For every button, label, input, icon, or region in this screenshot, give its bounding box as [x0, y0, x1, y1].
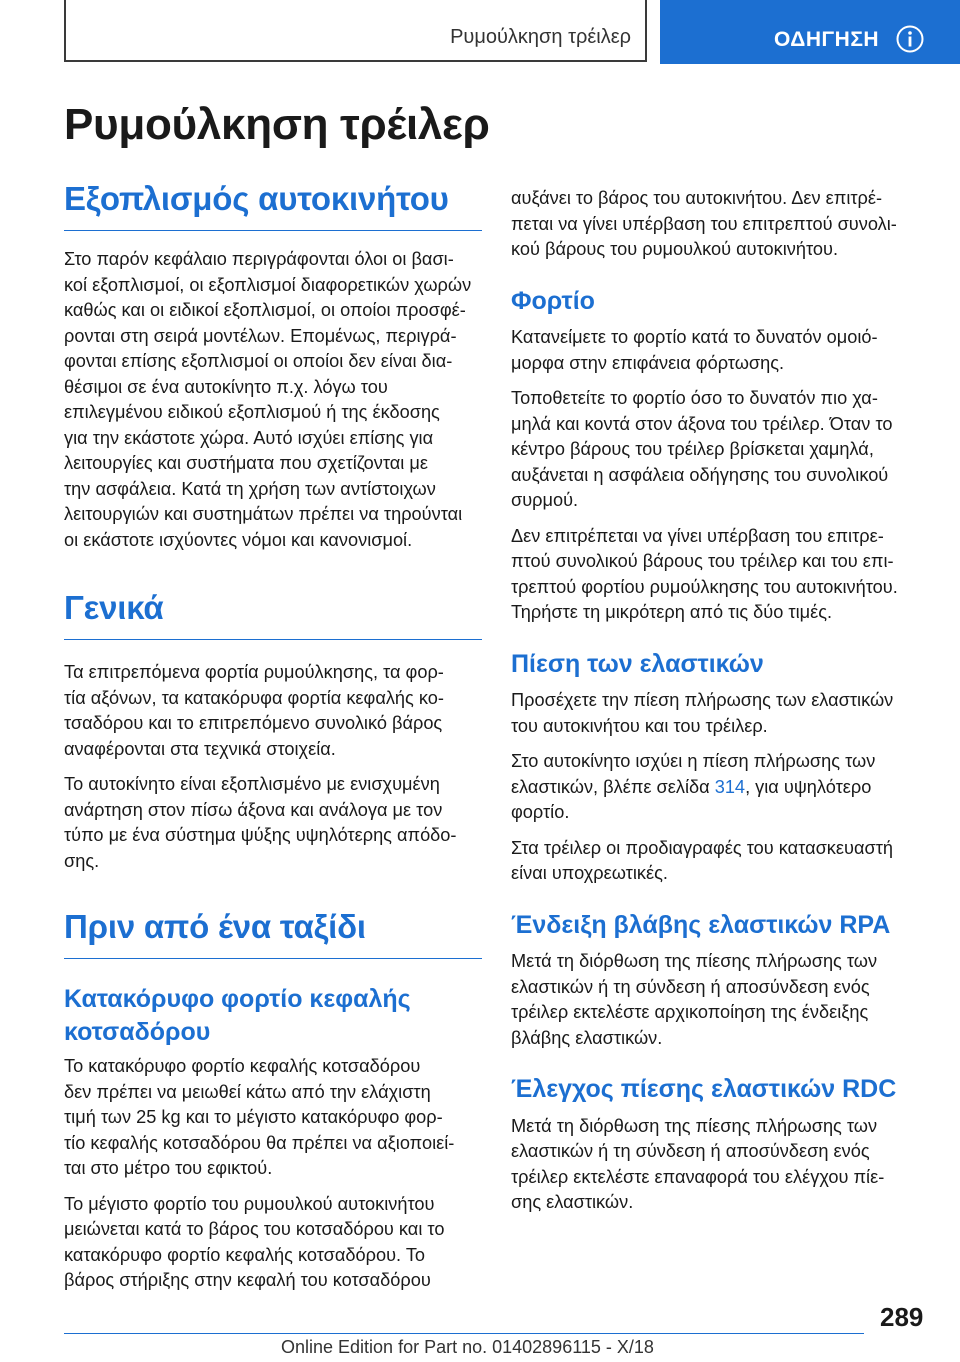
section-heading-equipment: Εξοπλισμός αυτοκινήτου [64, 180, 482, 231]
paragraph: Κατανείμετε το φορτίο κατά το δυνατόν ομοιό- μορφα στην επιφάνεια φόρτωσης. [511, 327, 878, 373]
paragraph: Το μέγιστο φορτίο του ρυμουλκού αυτοκινήτου μειώνεται κατά το βάρος του κοτσαδόρου και το κατακόρυφο φορτίο κεφαλής κοτσαδόρου. Το βάρος στήριξης στην κεφαλή του κοτσαδόρου [64, 1193, 445, 1290]
paragraph: Το αυτοκίνητο είναι εξοπλισμένο με ενισχυμένη ανάρτηση στον πίσω άξονα και ανάλογα με τον τύπο με ένα σύστημα ψύξης υψηλότερης απόδο- σης. [64, 774, 457, 871]
page-number: 289 [880, 1302, 924, 1332]
paragraph: Μετά τη διόρθωση της πίεσης πλήρωσης των ελαστικών ή τη σύνδεση ή αποσύνδεση ενός τρέιλερ εκτελέστε επαναφορά του ελέγχου πίε- σης ελαστικών. [511, 1115, 885, 1212]
page-title: Ρυμούλκηση τρέιλερ [64, 100, 490, 149]
section-heading-general: Γενικά [64, 589, 482, 640]
page-header [0, 0, 960, 64]
subheading-tire-pressure: Πίεση των ελαστικών [511, 649, 764, 678]
chapter-title-box [64, 0, 647, 62]
subheading-rpa: Ένδειξη βλάβης ελαστικών RPA [511, 910, 891, 939]
subheading-vertical-load: Κατακόρυφο φορτίο κεφαλής κοτσαδόρου [64, 985, 411, 1046]
subheading-rdc: Έλεγχος πίεσης ελαστικών RDC [511, 1075, 897, 1103]
subheading-load: Φορτίο [511, 286, 595, 315]
left-column [64, 180, 482, 1294]
paragraph [511, 749, 929, 826]
footer-divider [64, 1333, 864, 1334]
section-heading-before-trip: Πριν από ένα ταξίδι [64, 908, 482, 959]
paragraph: Το κατακόρυφο φορτίο κεφαλής κοτσαδόρου δεν πρέπει να μειωθεί κάτω από την ελάχιστη τιμή των 25 kg και το μέγιστο κατακόρυφο φορ- τίο κεφαλής κοτσαδόρου θα πρέπει να αξιοποιεί- ται στο μέτρο του εφικτού. [64, 1056, 455, 1178]
info-icon[interactable] [896, 25, 924, 53]
paragraph: Τα επιτρεπόμενα φορτία ρυμούλκησης, τα φορ- τία αξόνων, τα κατακόρυφα φορτία κεφαλής κο- τσαδόρου και το επιτρεπόμενο συνολικό βάρος αναφέρονται στα τεχνικά στοιχεία. [64, 662, 444, 759]
page-reference-link[interactable]: 314 [714, 776, 746, 797]
text: Στο αυτοκίνητο ισχύει η πίεση πλήρωσης των ελαστικών, βλέπε σελίδα [511, 751, 876, 797]
right-column [511, 186, 929, 1216]
tab-driving-label: ΟΔΗΓΗΣΗ [774, 28, 880, 51]
paragraph: Δεν επιτρέπεται να γίνει υπέρβαση του επιτρε- πτού συνολικού βάρους του τρέιλερ και του επι- τρεπτού φορτίου ρυμούλκησης του αυτοκινήτου. Τηρήστε τη μικρότερη από τις δύο τιμές. [511, 525, 898, 622]
tab-driving[interactable] [660, 0, 960, 64]
paragraph: Στο παρόν κεφάλαιο περιγράφονται όλοι οι βασι- κοί εξοπλισμοί, οι εξοπλισμοί διαφορετικών χωρών καθώς και οι ειδικοί εξοπλισμοί, οι οποίοι προσφέ- ρονται στη σειρά μοντέλων. Επομένως, περιγρά- φονται επίσης εξοπλισμοί οι οποίοι δεν είναι δια- θέσιμοι σε ένα αυτοκίνητο π.χ. λόγω του επιλεγμένου ειδικού εξοπλισμού ή της έκδοσης για την εκάστοτε χώρα. Αυτό ισχύει επίσης για λειτουργίες και συστήματα που σχετίζονται με την ασφάλεια. Κατά τη χρήση των αντίστοιχων λειτουργιών και συστημάτων πρέπει να τηρούνται οι εκάστοτε ισχύοντες νόμοι και κανονισμοί. [64, 249, 472, 550]
paragraph: Στα τρέιλερ οι προδιαγραφές του κατασκευαστή είναι υποχρεωτικές. [511, 837, 893, 883]
paragraph: Προσέχετε την πίεση πλήρωσης των ελαστικών του αυτοκινήτου και του τρέιλερ. [511, 690, 894, 736]
paragraph: Μετά τη διόρθωση της πίεσης πλήρωσης των ελαστικών ή τη σύνδεση ή αποσύνδεση ενός τρέιλερ εκτελέστε αρχικοποίηση της ένδειξης βλάβης ελαστικών. [511, 951, 878, 1048]
paragraph: αυξάνει το βάρος του αυτοκινήτου. Δεν επιτρέ- πεται να γίνει υπέρβαση του επιτρεπτού συνολι- κού βάρους του ρυμουλκού αυτοκινήτου. [511, 188, 897, 259]
paragraph: Τοποθετείτε το φορτίο όσο το δυνατόν πιο χα- μηλά και κοντά στον άξονα του τρέιλερ. Όταν το κέντρο βάρους του τρέιλερ βρίσκεται χαμηλά, αυξάνεται η ασφάλεια οδήγησης του συνολικού συρμού. [511, 388, 893, 510]
chapter-title: Ρυμούλκηση τρέιλερ [450, 26, 631, 48]
edition-info: Online Edition for Part no. 01402896115 - X/18 [281, 1337, 654, 1357]
text: , για υψηλότερο φορτίο. [511, 776, 872, 822]
